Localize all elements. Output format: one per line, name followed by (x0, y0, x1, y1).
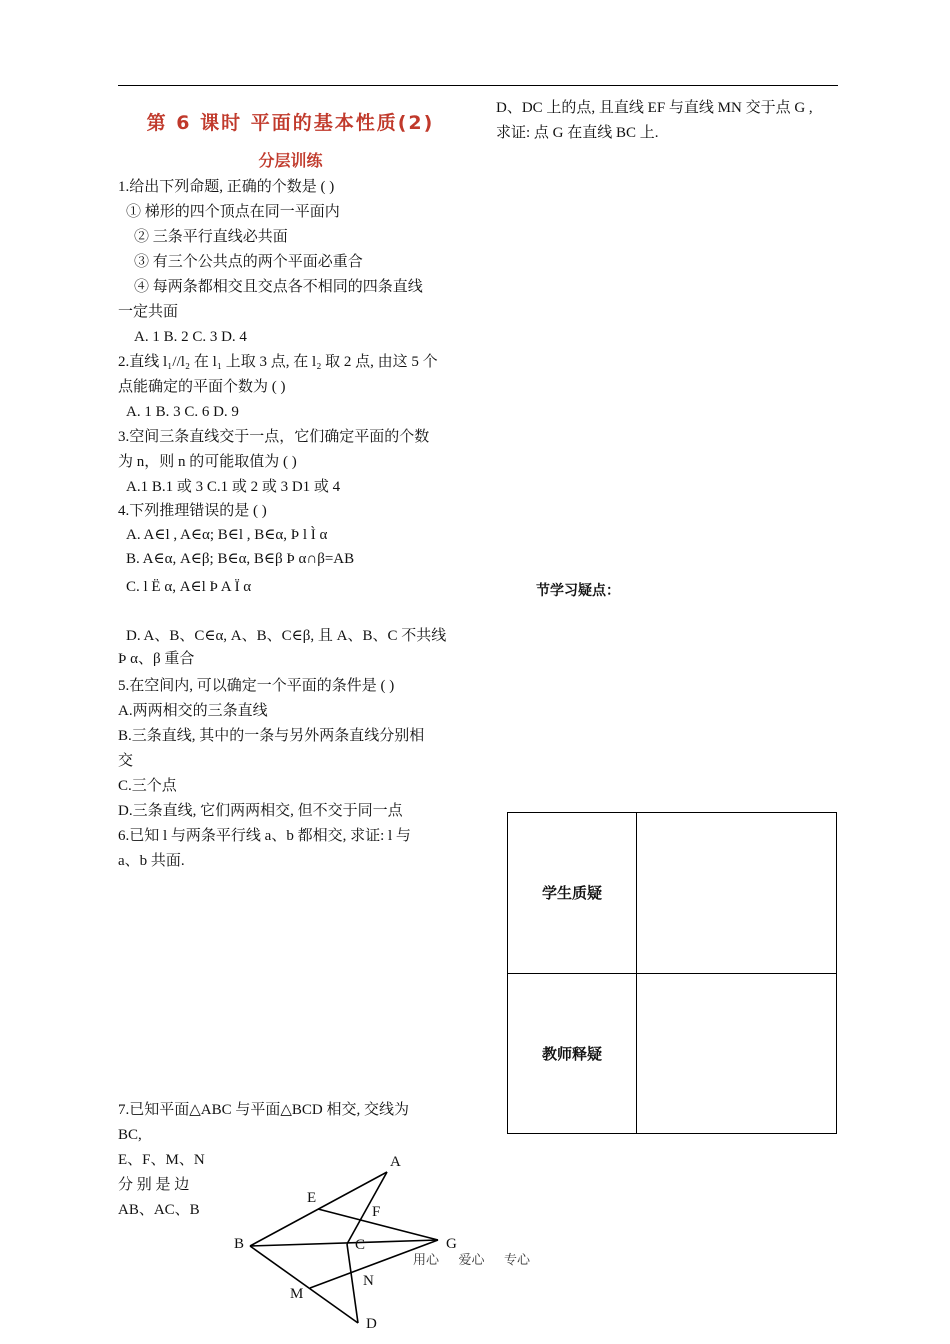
q5-option-d: D.三条直线, 它们两两相交, 但不交于同一点 (118, 803, 403, 819)
q3-stem: 3.空间三条直线交于一点，它们确定平面的个数 (118, 429, 430, 445)
q7-stem-4: 分 别 是 边 (118, 1177, 190, 1193)
student-doubts-label: 学生质疑 (508, 813, 637, 974)
q2-choices: A. 1 B. 3 C. 6 D. 9 (126, 404, 239, 420)
q6-stem-cont: a、b 共面. (118, 853, 185, 869)
q7-stem-5: AB、AC、B (118, 1202, 200, 1218)
doubts-heading: 节学习疑点： (536, 583, 620, 599)
q5-option-b: B.三条直线, 其中的一条与另外两条直线分别相 (118, 728, 425, 744)
q4-stem: 4.下列推理错误的是 ( ) (118, 503, 267, 519)
q5-option-a: A.两两相交的三条直线 (118, 703, 268, 719)
point-label-C: C (355, 1237, 366, 1253)
q3-stem-cont: 为 n，则 n 的可能取值为 ( ) (118, 454, 297, 470)
q7-stem: 7.已知平面△ABC 与平面△BCD 相交, 交线为 (118, 1102, 410, 1118)
segment-BG (250, 1240, 438, 1246)
q5-stem: 5.在空间内, 可以确定一个平面的条件是 ( ) (118, 678, 395, 694)
segment-CD (347, 1244, 358, 1323)
q7-continued: D、DC 上的点, 且直线 EF 与直线 MN 交于点 G , (496, 100, 813, 116)
q1-option-4-cont: 一定共面 (118, 304, 179, 320)
q1-option-4: ④ 每两条都相交且交点各不相同的四条直线 (134, 279, 423, 295)
section-subtitle: 分层训练 (258, 151, 323, 170)
q1-option-3: ③ 有三个公共点的两个平面必重合 (134, 254, 363, 270)
q4-option-c: C. l Ë α, A∈l Þ A Ï α (126, 579, 252, 595)
q4-option-d: D. A、B、C∈α, A、B、C∈β, 且 A、B、C 不共线 (126, 628, 447, 644)
point-label-N: N (363, 1273, 374, 1289)
q1-option-1: ① 梯形的四个顶点在同一平面内 (126, 204, 340, 220)
q5-option-b-cont: 交 (118, 753, 134, 769)
point-label-D: D (366, 1316, 377, 1332)
q6-stem: 6.已知 l 与两条平行线 a、b 都相交, 求证: l 与 (118, 828, 411, 844)
q4-option-b: B. A∈α, A∈β; B∈α, B∈β Þ α∩β=AB (126, 551, 355, 567)
point-label-B: B (234, 1236, 245, 1252)
q1-option-2: ② 三条平行直线必共面 (134, 229, 288, 245)
q3-choices: A.1 B.1 或 3 C.1 或 2 或 3 D1 或 4 (126, 479, 341, 495)
teacher-answers-label: 教师释疑 (508, 973, 637, 1134)
q2-stem-cont: 点能确定的平面个数为 ( ) (118, 379, 286, 395)
point-label-A: A (390, 1154, 401, 1170)
q4-option-d-cont: Þ α、β 重合 (118, 651, 195, 667)
q2-stem: 2.直线 l₁//l₂ 在 l₁ 上取 3 点, 在 l₂ 取 2 点, 由这 5 个 (118, 354, 438, 370)
point-label-E: E (307, 1190, 317, 1206)
point-label-F: F (372, 1204, 381, 1220)
page-footer: 用心 爱心 专心 (413, 1252, 531, 1267)
segment-BD (250, 1246, 358, 1323)
page-title: 第 6 课时 平面的基本性质(2) (146, 112, 435, 134)
q1-choices: A. 1 B. 2 C. 3 D. 4 (134, 329, 247, 345)
q1-stem: 1.给出下列命题, 正确的个数是 ( ) (118, 179, 335, 195)
q7-stem-2: BC, (118, 1127, 142, 1143)
q5-option-c: C.三个点 (118, 778, 177, 794)
q7-continued-2: 求证: 点 G 在直线 BC 上. (496, 125, 659, 141)
q4-option-a: A. A∈l , A∈α; B∈l , B∈α, Þ l Ì α (126, 527, 328, 543)
point-label-G: G (446, 1236, 457, 1252)
q7-stem-3: E、F、M、N (118, 1152, 205, 1168)
point-label-M: M (290, 1286, 304, 1302)
